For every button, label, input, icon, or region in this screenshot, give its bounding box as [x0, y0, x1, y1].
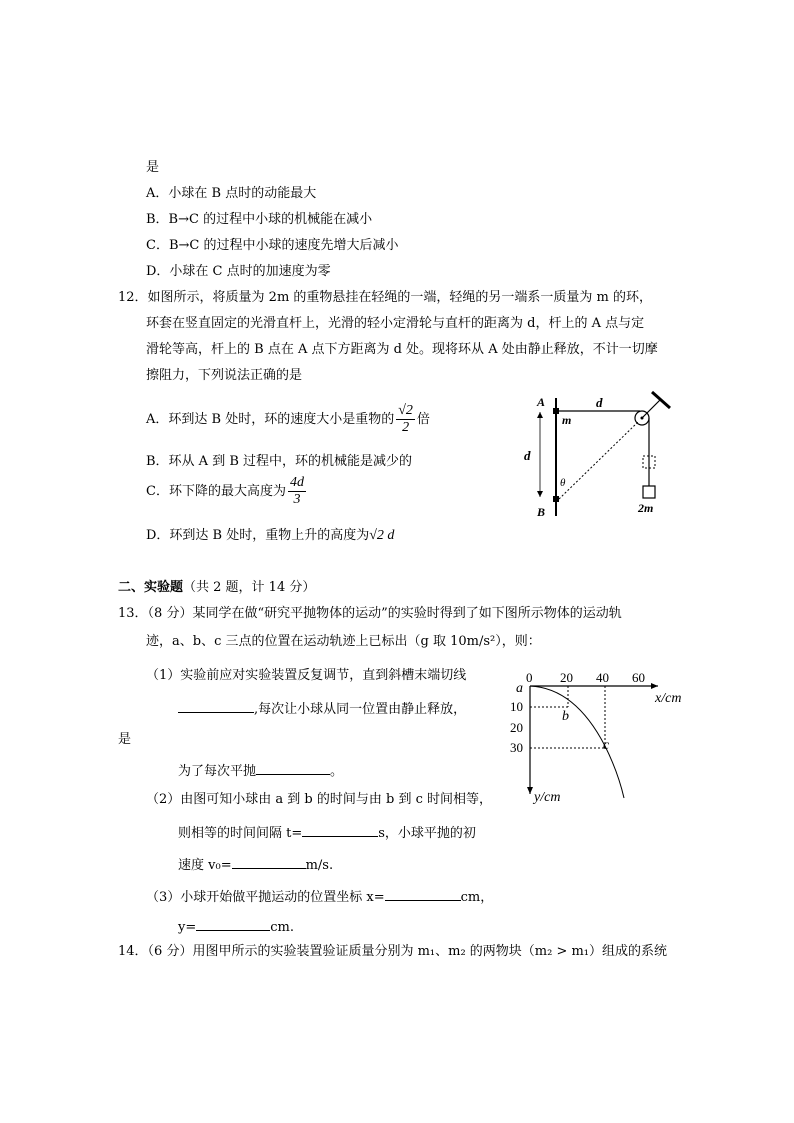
q13-part1-line-1: （1）实验前应对实验装置反复调节，直到斜槽末端切线 — [146, 668, 467, 683]
q12-line-1: 12．如图所示，将质量为 2m 的重物悬挂在轻绳的一端，轻绳的另一端系一质量为 m 的环， — [118, 290, 652, 305]
answer-blank-y[interactable] — [196, 916, 270, 931]
q11-tail: 是 — [146, 160, 160, 175]
q12-option-b: B．环从 A 到 B 过程中，环的机械能是减少的 — [146, 454, 413, 469]
q13-part1-line-3: 是 — [118, 732, 132, 747]
q11-option-a: A．小球在 B 点时的动能最大 — [146, 186, 317, 201]
q13-line-2: 迹，a、b、c 三点的位置在运动轨迹上已标出（g 取 10m/s²），则： — [146, 634, 541, 649]
q12-option-c-text: C．环下降的最大高度为 — [146, 484, 286, 499]
q13-part2-line-1: （2）由图可知小球由 a 到 b 的时间与由 b 到 c 时间相等， — [146, 792, 493, 807]
label-d-top: d — [596, 395, 603, 410]
q12-option-d — [146, 526, 394, 546]
label-b: B — [537, 505, 546, 519]
q13-part3-line-2 — [178, 916, 294, 938]
y-tick-10: 10 — [510, 699, 523, 714]
x-tick-20: 20 — [560, 670, 573, 685]
point-c-label: c — [603, 738, 610, 753]
q13-part1-line-4 — [178, 760, 343, 782]
q14-line-1: 14．（6 分）用图甲所示的实验装置验证质量分别为 m₁、m₂ 的两物块（m₂ > m₁）组成的系统 — [118, 944, 668, 959]
q12-option-c — [146, 474, 308, 510]
q13-trajectory-graph — [500, 668, 700, 808]
weight-2m — [643, 486, 655, 498]
fraction-numerator: √2 — [398, 403, 413, 418]
q13-part3-line-2-end: cm. — [270, 920, 294, 935]
section-2-note: （共 2 题，计 14 分） — [183, 580, 316, 595]
y-axis-arrow — [527, 787, 533, 794]
q13-part2-line-2-end: s，小球平抛的初 — [378, 826, 476, 841]
q13-part1-line-4-text: 为了每次平抛 — [178, 764, 257, 779]
q12-option-c-fraction — [288, 475, 306, 508]
q12-line-4: 擦阻力，下列说法正确的是 — [146, 368, 303, 383]
label-d-left: d — [524, 448, 531, 463]
q13-part1-line-2 — [178, 698, 466, 720]
answer-blank-x[interactable] — [385, 886, 461, 901]
answer-blank-time[interactable] — [302, 822, 378, 837]
trajectory-curve — [530, 686, 624, 798]
point-b-label: b — [562, 709, 569, 724]
y-axis-label: y/cm — [534, 790, 561, 805]
q12-line-3: 滑轮等高，杆上的 B 点在 A 点下方距离为 d 处。现将环从 A 处由静止释放，不计一切摩 — [146, 342, 658, 357]
x-tick-60: 60 — [632, 670, 645, 685]
label-m: m — [562, 413, 572, 427]
q12-option-d-math: √2 d — [369, 528, 395, 543]
x-axis-arrow — [651, 683, 658, 689]
ring-m — [553, 408, 559, 414]
answer-blank-1[interactable] — [178, 698, 254, 713]
q13-part2-line-3 — [178, 854, 333, 876]
q13-line-1: 13．（8 分）某同学在做“研究平抛物体的运动”的实验时得到了如下图所示物体的运动轨 — [118, 606, 622, 621]
q13-part3-line-1 — [146, 886, 493, 908]
fraction-denominator: 2 — [402, 420, 410, 435]
q12-option-a-fraction — [396, 403, 415, 436]
label-a: A — [537, 395, 546, 409]
q13-part3-line-1-text: （3）小球开始做平抛运动的位置坐标 x= — [146, 890, 385, 905]
q13-part1-line-4-end: 。 — [330, 764, 344, 779]
label-theta: θ — [560, 477, 566, 489]
pulley-mount — [642, 400, 660, 418]
answer-blank-velocity[interactable] — [232, 854, 306, 869]
q12-option-a — [146, 402, 430, 438]
point-a-label: a — [516, 681, 523, 696]
y-tick-30: 30 — [510, 740, 523, 755]
fraction-denominator: 3 — [293, 492, 301, 507]
q12-line-2: 环套在竖直固定的光滑直杆上，光滑的轻小定滑轮与直杆的距离为 d，杆上的 A 点与定 — [146, 316, 645, 331]
q13-part3-line-1-end: cm， — [460, 890, 494, 905]
fraction-numerator: 4d — [289, 475, 304, 490]
answer-blank-2[interactable] — [256, 760, 330, 775]
q12-option-a-suffix: 倍 — [416, 412, 430, 427]
dashed-rope-position — [559, 422, 638, 499]
section-2-heading — [118, 578, 315, 598]
q11-option-d: D．小球在 C 点时的加速度为零 — [146, 264, 331, 279]
q13-part2-line-3-end: m/s. — [305, 858, 334, 873]
q13-part1-line-2-text: ,每次让小球从同一位置由静止释放， — [254, 702, 467, 717]
q12-option-a-text: A．环到达 B 处时，环的速度大小是重物的 — [146, 412, 395, 427]
q13-part2-line-2-text: 则相等的时间间隔 t= — [178, 826, 303, 841]
label-2m: 2m — [638, 501, 654, 515]
x-axis-label: x/cm — [655, 691, 682, 706]
q13-part3-line-2-text: y= — [178, 920, 197, 935]
y-tick-20: 20 — [510, 720, 523, 735]
x-tick-40: 40 — [596, 670, 609, 685]
q12-option-d-text: D．环到达 B 处时，重物上升的高度为 — [146, 528, 370, 543]
q11-option-b: B．B→C 的过程中小球的机械能在减小 — [146, 212, 373, 227]
section-2-title: 二、实验题 — [118, 580, 184, 595]
q12-pulley-figure — [524, 392, 680, 522]
q11-option-c: C．B→C 的过程中小球的速度先增大后减小 — [146, 238, 399, 253]
q13-part2-line-2 — [178, 822, 476, 844]
x-tick-0: 0 — [526, 670, 533, 685]
point-b-marker — [553, 496, 559, 502]
q13-part2-line-3-text: 速度 v₀= — [178, 858, 232, 873]
